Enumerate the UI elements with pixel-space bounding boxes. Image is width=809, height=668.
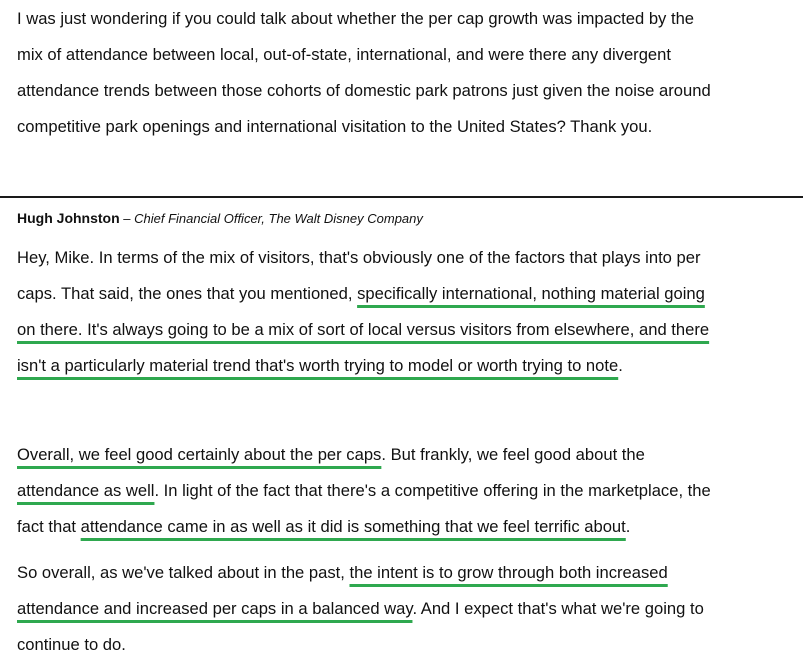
speaker-separator: – [119,211,135,226]
highlighted-text: on there. It's always going to be a mix of sort of local versus visitors from elsewhere, and there [17,320,710,339]
highlighted-text: attendance came in as well as it did is something that we feel terrific about [80,517,626,536]
plain-text: . [625,517,631,536]
answer-line [17,276,809,312]
section-divider [0,196,803,198]
highlighted-text: isn't a particularly material trend that's worth trying to model or worth trying to note [17,356,619,375]
answer-paragraph-2 [17,437,809,545]
speaker-attribution [17,208,423,229]
answer-line [17,348,809,384]
question-line-3: attendance trends between those cohorts of domestic park patrons just given the noise around [17,81,711,100]
speaker-name: Hugh Johnston [17,210,120,226]
question-line-2: mix of attendance between local, out-of-state, international, and were there any divergent [17,45,672,64]
speaker-title: Chief Financial Officer, The Walt Disney Company [134,211,423,226]
plain-text: . And I expect that's what we're going to [412,599,704,618]
highlighted-text: attendance and increased per caps in a balanced way [17,599,413,618]
plain-text: fact that [17,517,81,536]
plain-text: So overall, as we've talked about in the past, [17,563,350,582]
answer-line [17,509,809,545]
plain-text: . But frankly, we feel good about the [381,445,645,464]
highlighted-text: specifically international, nothing material going [357,284,705,303]
answer-line [17,437,809,473]
plain-text: . [618,356,623,375]
highlighted-text: attendance as well [17,481,155,500]
plain-text: . In light of the fact that there's a competitive offering in the marketplace, the [154,481,711,500]
highlighted-text: Overall, we feel good certainly about the per caps [17,445,382,464]
highlighted-text: the intent is to grow through both increased [349,563,668,582]
answer-line [17,473,809,509]
answer-line: Hey, Mike. In terms of the mix of visitors, that's obviously one of the factors that plays into per [17,248,701,267]
question-paragraph [17,1,809,145]
answer-line [17,555,809,591]
answer-line [17,591,809,627]
question-line-1: I was just wondering if you could talk about whether the per cap growth was impacted by the [17,9,695,28]
answer-line [17,312,809,348]
answer-paragraph-1 [17,240,809,384]
answer-line: continue to do. [17,635,126,654]
answer-paragraph-3 [17,555,809,663]
plain-text: caps. That said, the ones that you mentioned, [17,284,358,303]
question-line-4: competitive park openings and international visitation to the United States? Thank you. [17,117,653,136]
